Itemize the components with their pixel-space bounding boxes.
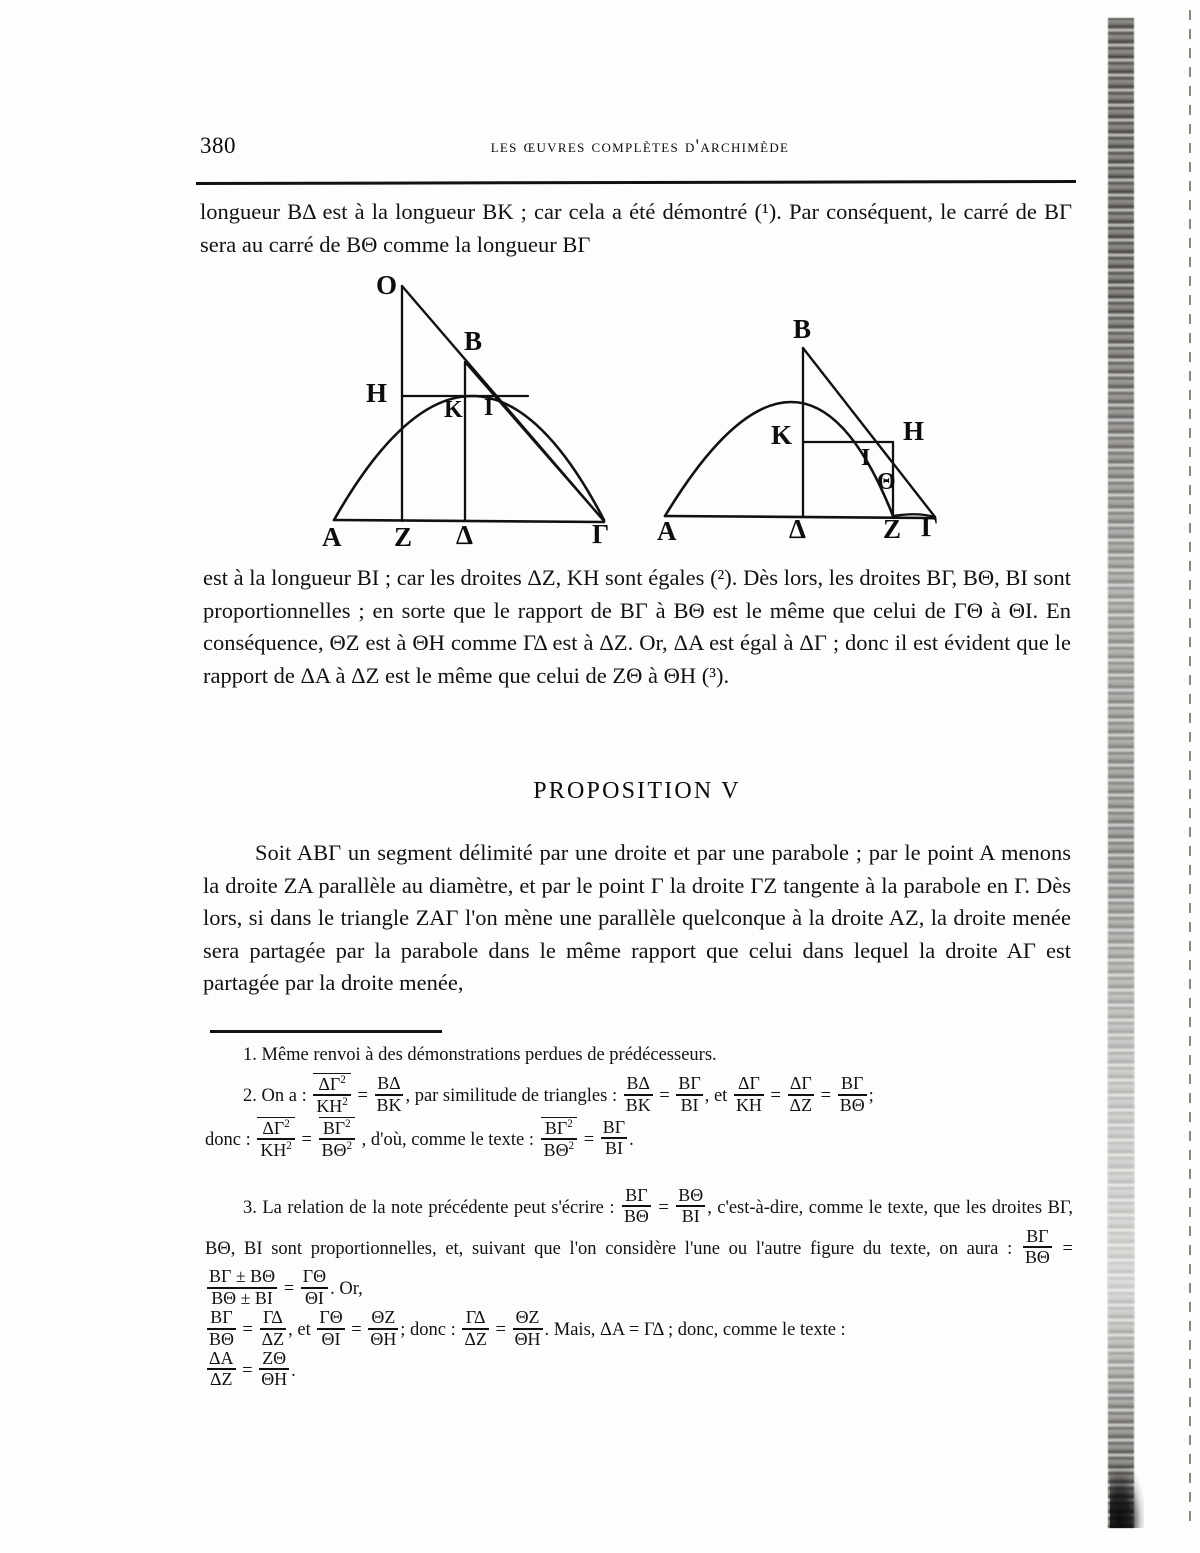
- footnote-2-fraction-1: $\frac{\Delta\Gamma^2}{KH^2}$: [313, 1073, 350, 1117]
- footnote-3-fraction-6: $\frac{B\Gamma}{B\Theta}$: [209, 1307, 234, 1349]
- figure-1-label-B: B: [464, 326, 483, 356]
- footnote-2-fraction-9: $\frac{B\Gamma^2}{B\Theta^2}$: [319, 1117, 355, 1161]
- figure-1-label-O: O: [376, 270, 398, 300]
- footnote-2-fraction-11: $\frac{B\Gamma}{BI}$: [602, 1116, 626, 1159]
- footnote-2-semicolon: ;: [868, 1086, 874, 1107]
- footnote-3: 3. La relation de la note précédente peut s'écrire : $\frac{B\Gamma}{B\Theta}$ = $\frac{B\Theta}{BI}$ , c'est-à-dire, comme le texte, que les droites BΓ, BΘ, BI sont proportionnelles, et, suivant que l'on considère l'une ou l'autre figure du texte, on aura : $\frac{B\Gamma}{B\Theta}$ = $\frac{B\Gamma \pm B\Theta}{B\Theta \pm BI}$ = $\frac{\Gamma\Theta}{\Theta I}$ . Or, $\frac{B\Gamma}{B\Theta}$ = $\frac{\Gamma\Delta}{\Delta Z}$ , et $\frac{\Gamma\Theta}{\Theta I}$ = $\frac{\Theta Z}{\Theta H}$ ; donc : $\frac{\Gamma\Delta}{\Delta Z}$ = $\frac{\Theta Z}{\Theta H}$ . Mais, ΔA = ΓΔ ; donc, comme le texte : $\frac{\Delta A}{\Delta Z}$ = $\frac{Z\Theta}{\Theta H}$ .: [205, 1185, 1074, 1390]
- footnote-2-fraction-8: $\frac{\Delta\Gamma^2}{KH^2}$: [257, 1117, 294, 1161]
- figure-1-drawing: [310, 278, 630, 558]
- footnote-3-number: 3.: [243, 1198, 257, 1219]
- footnote-3-fraction-11: $\frac{\Theta Z}{\Theta H}$: [514, 1307, 541, 1349]
- footnote-2-fraction-7: $\frac{B\Gamma}{B\Theta}$: [839, 1073, 865, 1115]
- footnote-3-text-5: . Mais, ΔA = ΓΔ ; donc, comme le texte :: [544, 1320, 846, 1341]
- running-head: les œuvres complètes d'archimède: [490, 137, 790, 157]
- proposition-title: PROPOSITION V: [533, 778, 741, 804]
- footnote-2-period: .: [629, 1129, 634, 1150]
- footnote-2-donc: donc :: [205, 1129, 251, 1150]
- figure-1-label-Z: Z: [394, 522, 413, 552]
- footnote-3-fraction-8: $\frac{\Gamma\Theta}{\Theta I}$: [319, 1307, 343, 1349]
- figure-2-label-Theta: Θ: [877, 469, 896, 495]
- footnote-3-fraction-5: $\frac{\Gamma\Theta}{\Theta I}$: [302, 1266, 327, 1308]
- footnote-1: [243, 1041, 943, 1070]
- figure-1-label-H: H: [366, 378, 388, 408]
- figure-1-label-A: A: [322, 522, 342, 552]
- footnote-1-number: 1.: [243, 1045, 257, 1065]
- footnote-3-text-3: , et: [288, 1320, 311, 1341]
- figure-2-label-Z: Z: [883, 514, 902, 544]
- footnote-2-dou: , d'où, comme le texte :: [361, 1129, 534, 1150]
- footnote-3-fraction-9: $\frac{\Theta Z}{\Theta H}$: [370, 1307, 397, 1349]
- paragraph-middle: est à la longueur BI ; car les droites ΔZ, KH sont égales (²). Dès lors, les droites BΓ, BΘ, BI sont proportionnelles ; en sorte que le rapport de BΓ à BΘ est le même que celui de ΓΘ à ΘI. En conséquence, ΘZ est à ΘH comme ΓΔ est à ΔZ. Or, ΔA est égal à ΔΓ ; donc il est évident que le rapport de ΔA à ΔZ est le même que celui de ZΘ à ΘH (³).: [203, 565, 1071, 688]
- footnote-1-text: Même renvoi à des démonstrations perdues de prédécesseurs.: [261, 1045, 717, 1065]
- scan-ink-blot: [1110, 1466, 1144, 1528]
- footnote-2-fraction-10: $\frac{B\Gamma^2}{B\Theta^2}$: [541, 1117, 577, 1161]
- paragraph-proposition-text: Soit ABΓ un segment délimité par une droite et par une parabole ; par le point A menons la droite ZA parallèle au diamètre, et par le point Γ la droite ΓZ tangente à la parabole en Γ. Dès lors, si dans le triangle ZAΓ l'on mène une parallèle quelconque à la droite AZ, la droite menée sera partagée par la parabole dans le même rapport que celui dans lequel la droite AΓ est partagée par la droite menée,: [203, 840, 1071, 995]
- footnote-3-fraction-12: $\frac{\Delta A}{\Delta Z}$: [209, 1347, 234, 1390]
- figure-1-label-Gamma: Γ: [592, 519, 610, 549]
- footnote-3-fraction-2: $\frac{B\Theta}{BI}$: [678, 1185, 704, 1227]
- figure-2-label-Delta: Δ: [789, 514, 806, 544]
- footnote-2-fraction-5: $\frac{\Delta\Gamma}{KH}$: [735, 1073, 762, 1115]
- footnote-3-fraction-10: $\frac{\Gamma\Delta}{\Delta Z}$: [464, 1307, 487, 1349]
- figure-2-label-I: I: [861, 445, 871, 471]
- footnote-3-fraction-3: $\frac{B\Gamma}{B\Theta}$: [1024, 1225, 1050, 1268]
- scan-edge-dashed-line: [1189, 10, 1191, 1530]
- page-number: 380: [200, 133, 236, 158]
- figure-2-label-B: B: [793, 314, 812, 344]
- figure-2: [655, 314, 955, 560]
- scan-binding-fade: [1108, 18, 1134, 1528]
- paragraph-top: longueur BΔ est à la longueur BK ; car cela a été démontré (¹). Par conséquent, le carré de BΓ sera au carré de BΘ comme la longueur BΓ: [200, 199, 1072, 257]
- figure-1-label-I: I: [484, 395, 494, 421]
- footnote-3-text-1: , c'est-à-dire, comme le texte, que les droites BΓ, BΘ, BI sont proportionnelles, et, suivant que l'on considère l'une ou l'autre figure du texte, on aura :: [205, 1198, 1074, 1259]
- header-rule: [196, 180, 1076, 185]
- footnote-2-fraction-6: $\frac{\Delta\Gamma}{\Delta Z}$: [789, 1073, 813, 1115]
- footnote-3-fraction-1: $\frac{B\Gamma}{B\Theta}$: [623, 1185, 649, 1227]
- figure-1-label-K: K: [444, 397, 463, 423]
- footnote-3-text-4: ; donc :: [400, 1320, 456, 1341]
- footnote-2-et: , et: [704, 1086, 728, 1107]
- footnote-rule: [210, 1030, 442, 1033]
- footnote-3-lead: La relation de la note précédente peut s'écrire :: [262, 1198, 615, 1219]
- footnote-2-fraction-4: $\frac{B\Gamma}{BI}$: [678, 1073, 701, 1115]
- figure-2-label-A: A: [657, 516, 677, 546]
- footnote-2-fraction-2: $\frac{B\Delta}{BK}$: [376, 1073, 402, 1115]
- figure-2-label-K: K: [771, 420, 793, 450]
- footnote-3-text-6: .: [291, 1360, 296, 1381]
- figure-1: [310, 270, 630, 558]
- figure-1-label-Delta: Δ: [456, 520, 473, 550]
- footnote-3-text-2: . Or,: [330, 1279, 363, 1300]
- paragraph-proposition: [203, 837, 1071, 1000]
- footnote-3-fraction-4: $\frac{B\Gamma \pm B\Theta}{B\Theta \pm BI}$: [209, 1266, 276, 1308]
- footnote-2-mid: , par similitude de triangles :: [405, 1086, 618, 1107]
- footnote-2-number: 2.: [243, 1086, 257, 1107]
- figure-2-label-H: H: [903, 416, 925, 446]
- footnote-2: 2. On a : $\frac{\Delta\Gamma^2}{KH^2}$ = $\frac{B\Delta}{BK}$ , par similitude de triangles : $\frac{B\Delta}{BK}$ = $\frac{B\Gamma}{BI}$ , et $\frac{\Delta\Gamma}{KH}$ = $\frac{\Delta\Gamma}{\Delta Z}$ = $\frac{B\Gamma}{B\Theta}$ ; donc : $\frac{\Delta\Gamma^2}{KH^2}$ = $\frac{B\Gamma^2}{B\Theta^2}$ , d'où, comme le texte : $\frac{B\Gamma^2}{B\Theta^2}$ = $\frac{B\Gamma}{BI}$ .: [205, 1073, 874, 1160]
- figure-2-label-Gamma: Γ: [921, 512, 939, 542]
- footnote-3-fraction-13: $\frac{Z\Theta}{\Theta H}$: [261, 1347, 288, 1390]
- footnote-2-lead: On a :: [261, 1086, 307, 1107]
- footnote-3-fraction-7: $\frac{\Gamma\Delta}{\Delta Z}$: [261, 1307, 285, 1349]
- footnote-2-fraction-3: $\frac{B\Delta}{BK}$: [625, 1073, 651, 1115]
